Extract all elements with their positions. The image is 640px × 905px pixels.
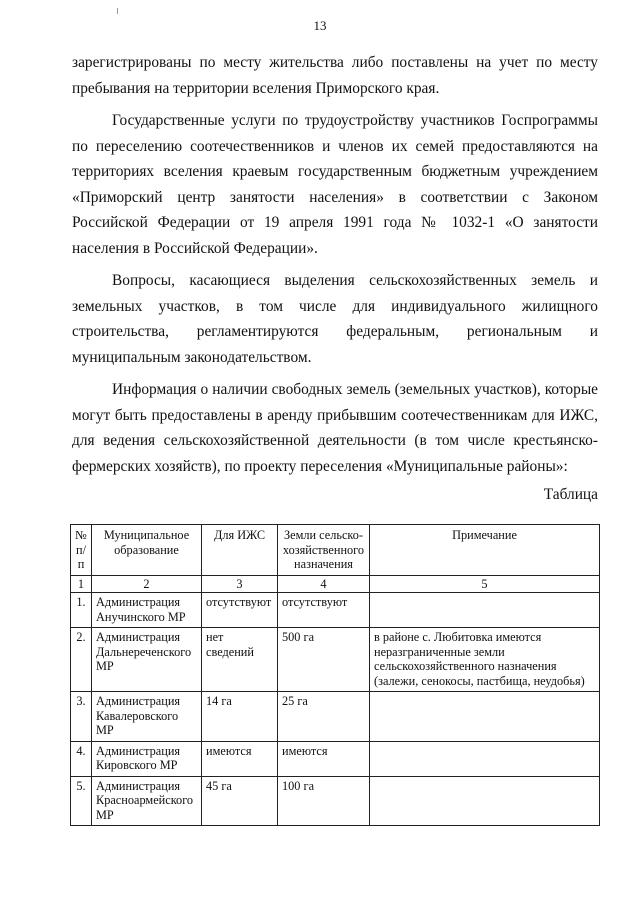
izhs-cell: нет сведений bbox=[202, 628, 278, 692]
row-number: 3. bbox=[71, 692, 92, 742]
agricultural-land-cell: отсутствуют bbox=[278, 593, 370, 628]
izhs-cell: 14 га bbox=[202, 692, 278, 742]
table-row bbox=[71, 593, 600, 628]
table-row bbox=[71, 628, 600, 692]
municipality-cell: Администрация Красноармейского МР bbox=[92, 776, 202, 826]
municipality-cell: Администрация Анучинского МР bbox=[92, 593, 202, 628]
paragraph-4: Информация о наличии свободных земель (земельных участков), которые могут быть предоставлены в аренду прибывшим соотечественникам для ИЖС, для ведения сельскохозяйственной деятельности (в том числе крестьянско-фермерских хозяйств), по проекту переселения «Муниципальные районы»: bbox=[72, 381, 598, 475]
header-number: № п/п bbox=[71, 525, 92, 576]
row-number: 2. bbox=[71, 628, 92, 692]
note-cell: в районе с. Любитовка имеются неразграниченные земли сельскохозяйственного назначения (залежи, сенокосы, пастбища, неудобья) bbox=[370, 628, 600, 692]
table-row bbox=[71, 692, 600, 742]
note-cell bbox=[370, 741, 600, 776]
agricultural-land-cell: 100 га bbox=[278, 776, 370, 826]
column-number: 3 bbox=[202, 575, 278, 593]
agricultural-land-cell: 25 га bbox=[278, 692, 370, 742]
note-cell bbox=[370, 776, 600, 826]
body-text bbox=[72, 50, 598, 486]
row-number: 5. bbox=[71, 776, 92, 826]
municipality-cell: Администрация Кировского МР bbox=[92, 741, 202, 776]
column-number: 1 bbox=[71, 575, 92, 593]
agricultural-land-cell: 500 га bbox=[278, 628, 370, 692]
column-number-row bbox=[71, 575, 600, 593]
header-note: Примечание bbox=[370, 525, 600, 576]
agricultural-land-cell: имеются bbox=[278, 741, 370, 776]
land-availability-table bbox=[70, 524, 600, 826]
row-number: 4. bbox=[71, 741, 92, 776]
izhs-cell: 45 га bbox=[202, 776, 278, 826]
column-number: 4 bbox=[278, 575, 370, 593]
table-caption: Таблица bbox=[543, 486, 598, 503]
table-header-row bbox=[71, 525, 600, 576]
scan-tick-mark bbox=[117, 8, 118, 14]
header-municipality: Муниципальное образование bbox=[92, 525, 202, 576]
table-row bbox=[71, 776, 600, 826]
column-number: 2 bbox=[92, 575, 202, 593]
row-number: 1. bbox=[71, 593, 92, 628]
page-number: 13 bbox=[313, 18, 327, 33]
municipality-cell: Администрация Дальнереченского МР bbox=[92, 628, 202, 692]
note-cell bbox=[370, 692, 600, 742]
izhs-cell: имеются bbox=[202, 741, 278, 776]
paragraph-1: зарегистрированы по месту жительства либо поставлены на учет по месту пребывания на территории вселения Приморского края. bbox=[72, 54, 598, 97]
table-row bbox=[71, 741, 600, 776]
paragraph-3: Вопросы, касающиеся выделения сельскохозяйственных земель и земельных участков, в том числе для индивидуального жилищного строительства, регламентируются федеральным, региональным и муниципальным законодательством. bbox=[72, 272, 598, 366]
note-cell bbox=[370, 593, 600, 628]
header-agricultural-land: Земли сельско-хозяйственного назначения bbox=[278, 525, 370, 576]
header-izhs: Для ИЖС bbox=[202, 525, 278, 576]
municipality-cell: Администрация Кавалеровского МР bbox=[92, 692, 202, 742]
column-number: 5 bbox=[370, 575, 600, 593]
izhs-cell: отсутствуют bbox=[202, 593, 278, 628]
paragraph-2: Государственные услуги по трудоустройству участников Госпрограммы по переселению соотечественников и членов их семей предоставляются на территориях вселения краевым государственным бюджетным учреждением «Приморский центр занятости населения» в соответствии с Законом Российской Федерации от 19 апреля 1991 года № 1032-1 «О занятости населения в Российской Федерации». bbox=[72, 112, 598, 257]
